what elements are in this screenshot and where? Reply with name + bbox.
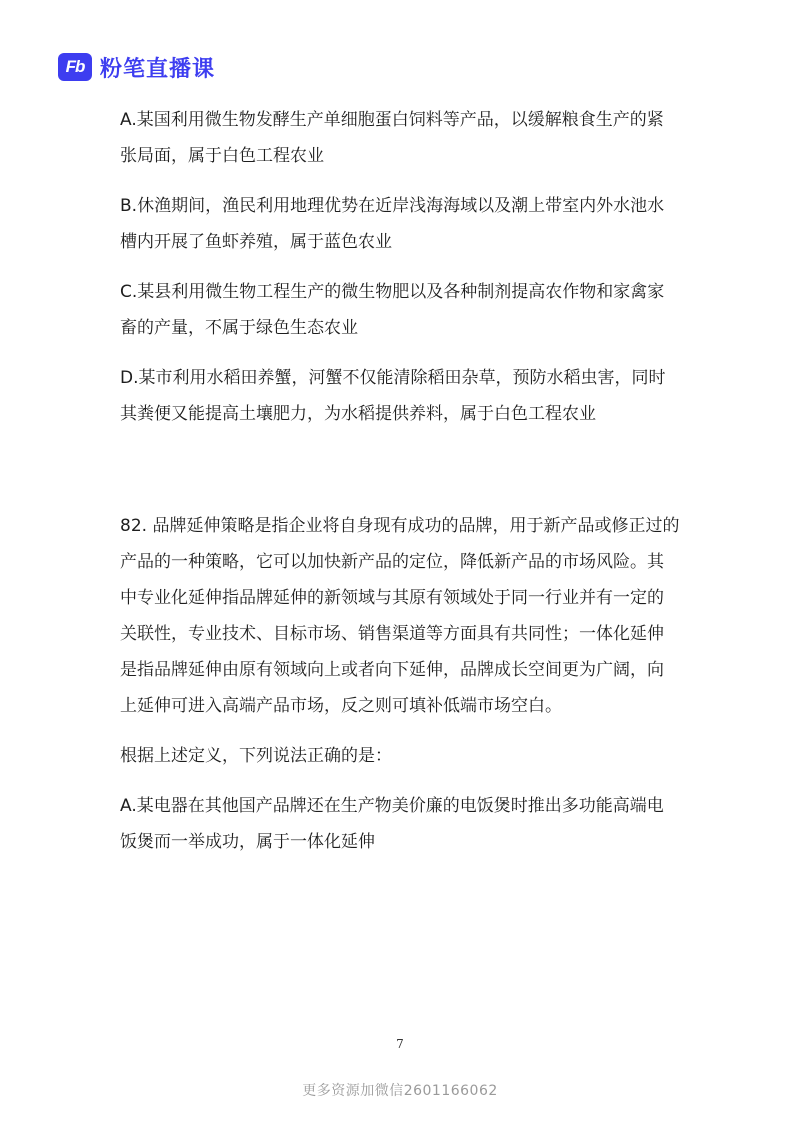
footer-watermark: 更多资源加微信2601166062 <box>302 1083 498 1099</box>
question-82-definition: 82. 品牌延伸策略是指企业将自身现有成功的品牌，用于新产品或修正过的产品的一种策略，它可以加快新产品的定位，降低新产品的市场风险。其中专业化延伸指品牌延伸的新领域与其原有领域处于同一行业并有一定的关联性，专业技术、目标市场、销售渠道等方面具有共同性；一体化延伸是指品牌延伸由原有领域向上或者向下延伸，品牌成长空间更为广阔，向上延伸可进入高端产品市场，反之则可填补低端市场空白。 <box>120 516 680 716</box>
option-d-q81: D.某市利用水稻田养蟹，河蟹不仅能清除稻田杂草，预防水稻虫害，同时其粪便又能提高土壤肥力，为水稻提供养料，属于白色工程农业 <box>120 368 666 424</box>
option-a-q81: A.某国利用微生物发酵生产单细胞蛋白饲料等产品，以缓解粮食生产的紧张局面，属于白色工程农业 <box>120 110 664 166</box>
brand-logo-icon: Fb <box>58 53 92 81</box>
option-a-q82: A.某电器在其他国产品牌还在生产物美价廉的电饭煲时推出多功能高端电饭煲而一举成功，属于一体化延伸 <box>120 796 664 852</box>
option-c-q81: C.某县利用微生物工程生产的微生物肥以及各种制剂提高农作物和家禽家畜的产量，不属于绿色生态农业 <box>120 282 665 338</box>
document-body <box>120 102 680 874</box>
option-b-q81: B.休渔期间，渔民利用地理优势在近岸浅海海域以及潮上带室内外水池水槽内开展了鱼虾养殖，属于蓝色农业 <box>120 196 665 252</box>
brand-name: 粉笔直播课 <box>100 56 216 82</box>
question-82-prompt: 根据上述定义，下列说法正确的是： <box>120 746 392 766</box>
page-number: 7 <box>396 1037 404 1051</box>
brand-header <box>58 50 215 84</box>
